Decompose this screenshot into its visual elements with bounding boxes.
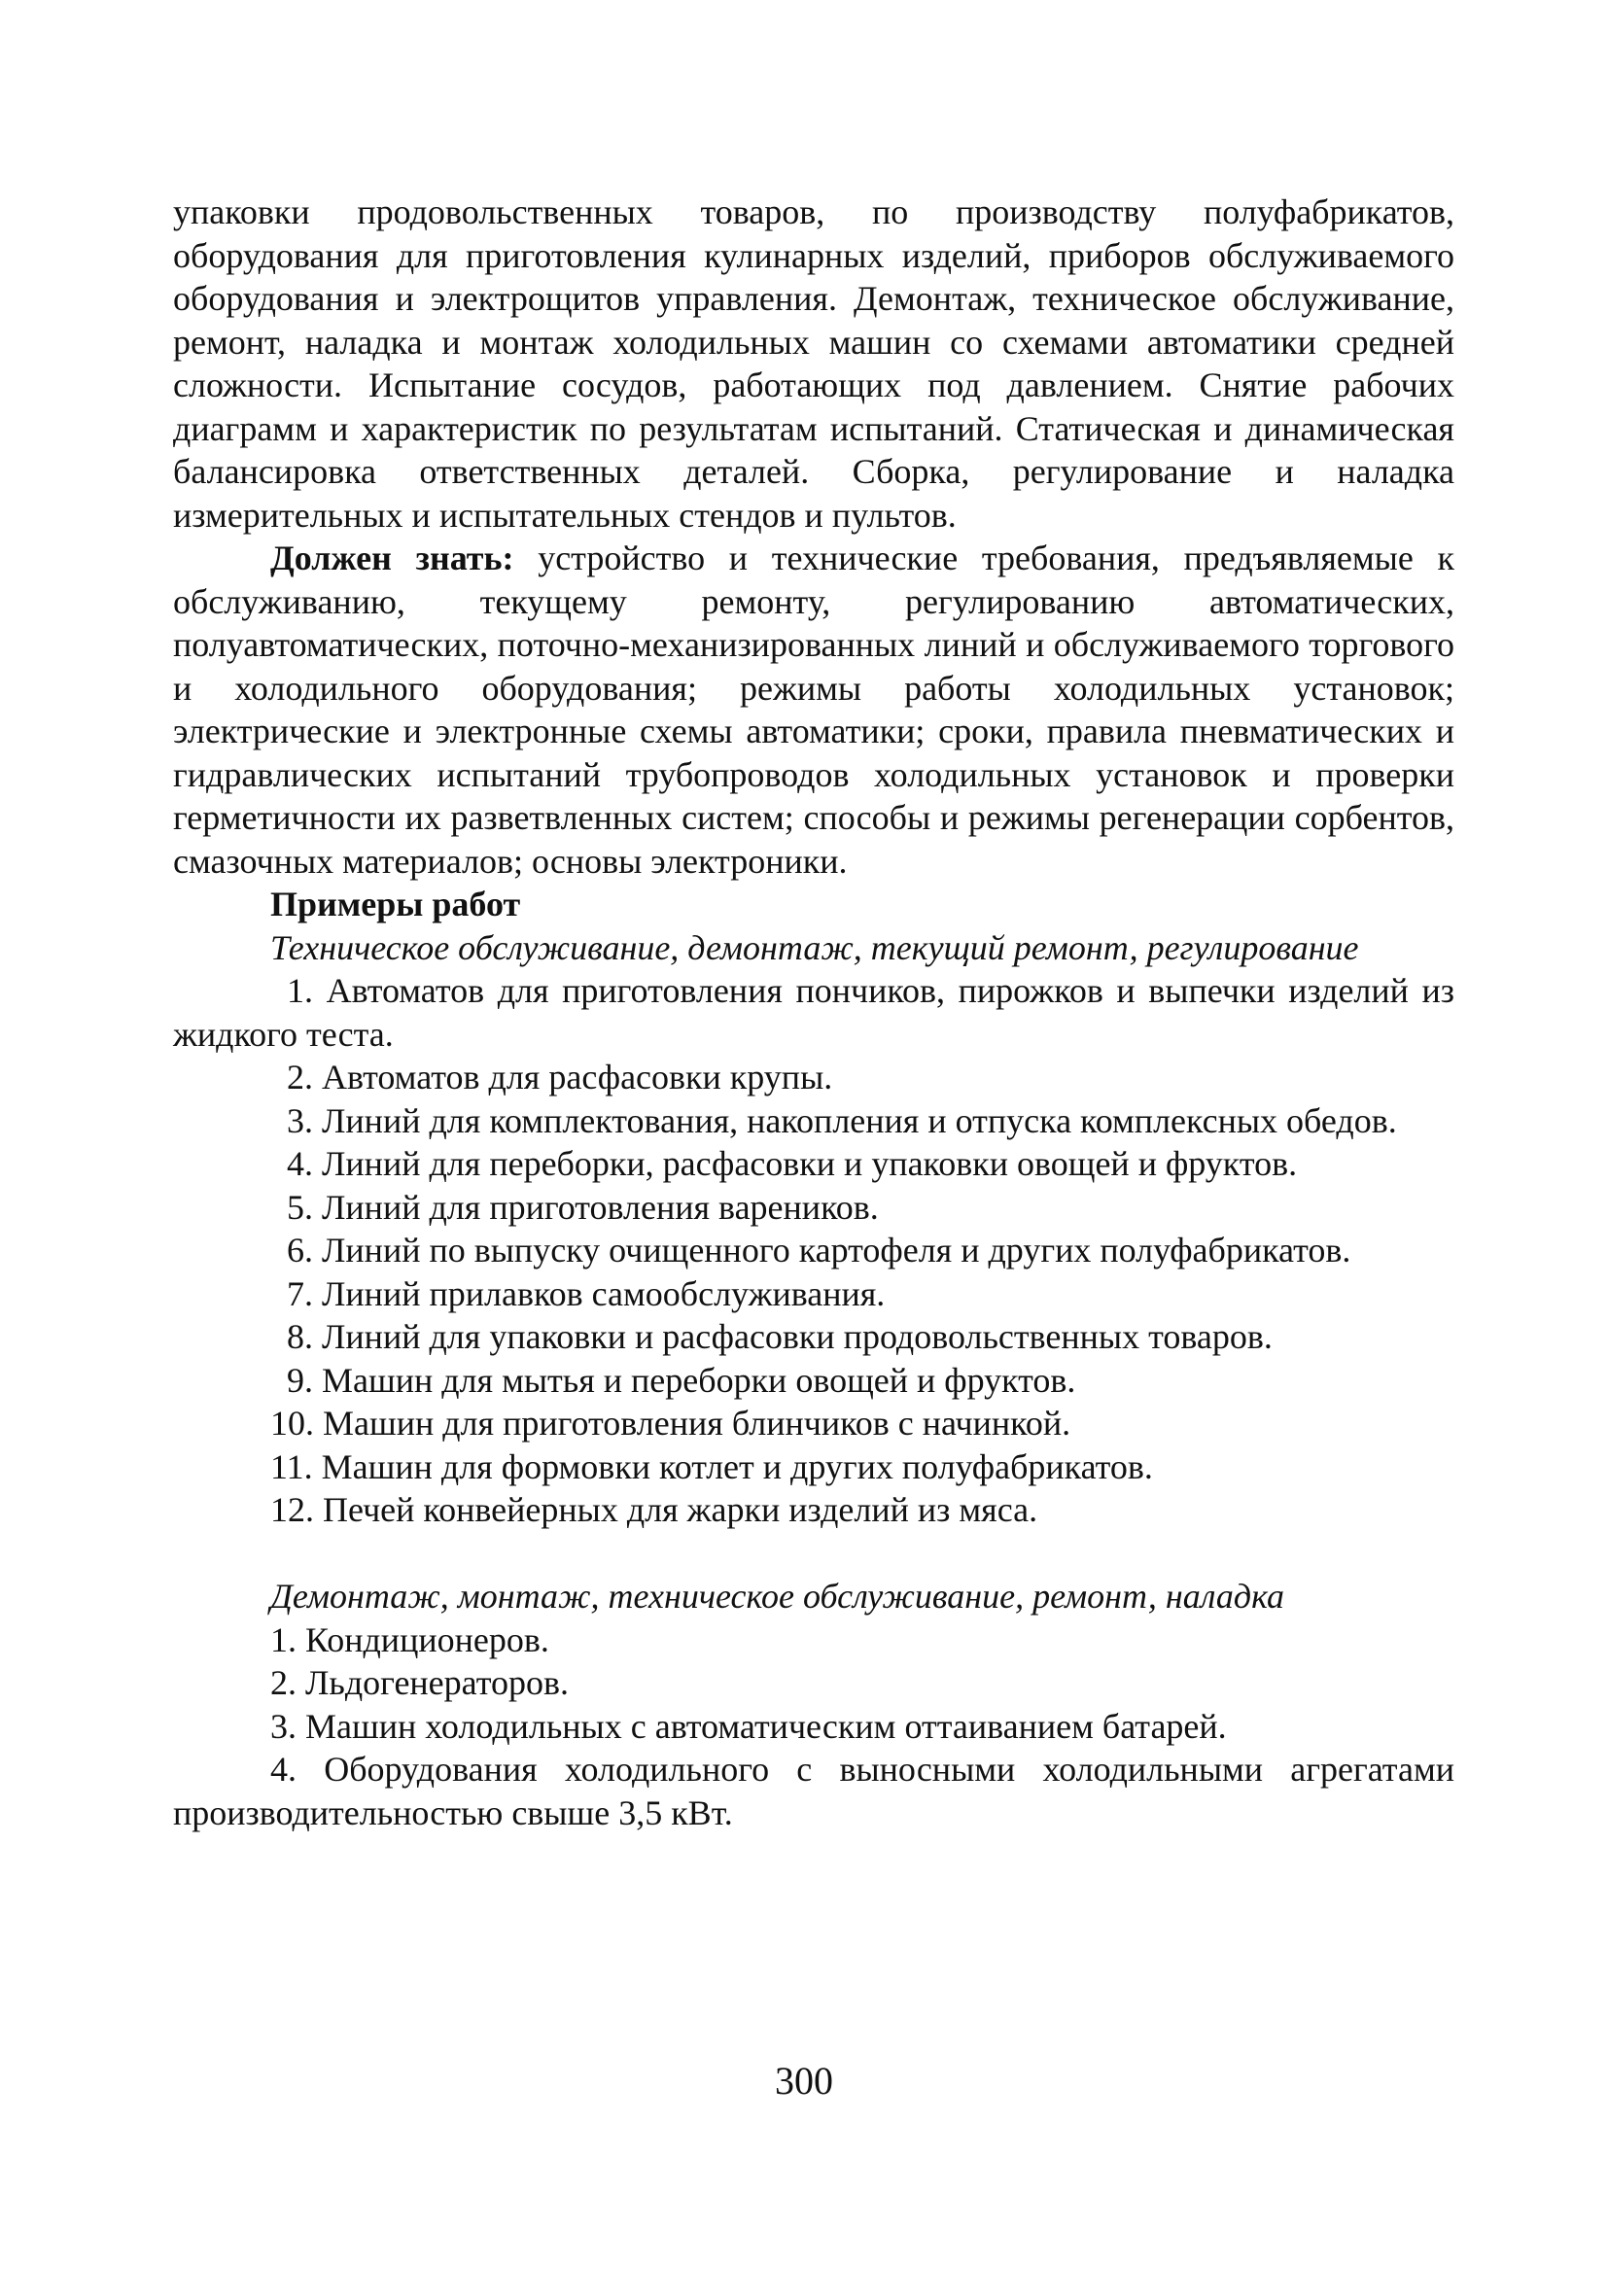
must-know-label: Должен знать: bbox=[270, 539, 514, 577]
examples-heading: Примеры работ bbox=[270, 885, 521, 923]
list-item: 12. Печей конвейерных для жарки изделий из мяса. bbox=[270, 1490, 1038, 1529]
list-item: 7. Линий прилавков самообслуживания. bbox=[287, 1273, 886, 1313]
section-1-title: Техническое обслуживание, демонтаж, текущий ремонт, регулирование bbox=[270, 927, 1359, 967]
list-item: 4. Оборудования холодильного с выносными холодильными агрегатами производительностью свыше 3,5 кВт. bbox=[173, 1750, 1454, 1832]
paragraph-duties-continued: упаковки продовольственных товаров, по производству полуфабрикатов, оборудования для приготовления кулинарных изделий, приборов обслуживаемого оборудования и электрощитов управления. Демонтаж, техническое обслуживание, ремонт, наладка и монтаж холодильных машин со схемами автоматики средней сложности. Испытание сосудов, работающих под давлением. Снятие рабочих диаграмм и характеристик по результатам испытаний. Статическая и динамическая балансировка ответственных деталей. Сборка, регулирование и наладка измерительных и испытательных стендов и пультов. bbox=[173, 192, 1454, 535]
page-number: 300 bbox=[775, 2059, 833, 2103]
must-know-text: устройство и технические требования, предъявляемые к обслуживанию, текущему ремонту, регулированию автоматических, полуавтоматических, поточно-механизированных линий и обслуживаемого торгового и холодильного оборудования; режимы работы холодильных установок; электрические и электронные схемы автоматики; сроки, правила пневматических и гидравлических испытаний трубопроводов холодильных установок и проверки герметичности их разветвленных систем; способы и режимы регенерации сорбентов, смазочных материалов; основы электроники. bbox=[173, 539, 1455, 881]
list-item: 9. Машин для мытья и переборки овощей и фруктов. bbox=[287, 1360, 1076, 1400]
list-item: 1. Кондиционеров. bbox=[270, 1619, 549, 1659]
list-item: 2. Автоматов для расфасовки крупы. bbox=[287, 1058, 833, 1096]
list-item: 3. Линий для комплектования, накопления и отпуска комплексных обедов. bbox=[287, 1100, 1397, 1140]
list-item: 4. Линий для переборки, расфасовки и упаковки овощей и фруктов. bbox=[287, 1144, 1298, 1183]
paragraph-must-know bbox=[173, 537, 1454, 883]
list-item: 2. Льдогенераторов. bbox=[270, 1663, 569, 1702]
list-item: 1. Автоматов для приготовления пончиков, пирожков и выпечки изделий из жидкого теста. bbox=[173, 971, 1454, 1054]
page-body bbox=[173, 191, 1454, 1834]
list-item: 6. Линий по выпуску очищенного картофеля и других полуфабрикатов. bbox=[287, 1231, 1351, 1270]
section-1-list bbox=[173, 969, 1454, 1532]
list-item: 10. Машин для приготовления блинчиков с начинкой. bbox=[270, 1404, 1071, 1443]
list-item: 5. Линий для приготовления вареников. bbox=[287, 1187, 879, 1227]
list-item: 8. Линий для упаковки и расфасовки продовольственных товаров. bbox=[287, 1317, 1273, 1356]
section-spacer bbox=[173, 1532, 1454, 1576]
section-2-list bbox=[173, 1618, 1454, 1835]
list-item: 11. Машин для формовки котлет и других полуфабрикатов. bbox=[270, 1446, 1153, 1486]
list-item: 3. Машин холодильных с автоматическим оттаиванием батарей. bbox=[270, 1706, 1227, 1746]
section-2-title: Демонтаж, монтаж, техническое обслуживание, ремонт, наладка bbox=[270, 1577, 1285, 1616]
